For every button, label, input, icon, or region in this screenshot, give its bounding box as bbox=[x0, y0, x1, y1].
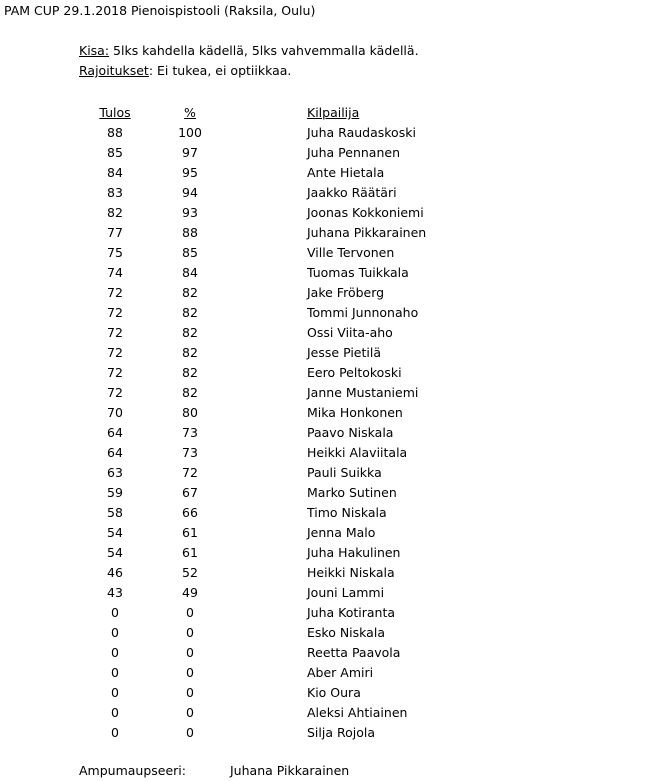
cell-percent: 82 bbox=[182, 325, 198, 340]
cell-percent: 0 bbox=[186, 685, 194, 700]
kisa-text: 5lks kahdella kädellä, 5lks vahvemmalla kädellä. bbox=[109, 43, 419, 58]
table-row bbox=[0, 243, 649, 263]
cell-percent: 94 bbox=[182, 185, 198, 200]
cell-tulos: 72 bbox=[107, 365, 123, 380]
cell-percent: 97 bbox=[182, 145, 198, 160]
cell-tulos: 0 bbox=[111, 725, 119, 740]
document-title: PAM CUP 29.1.2018 Pienoispistooli (Raksila, Oulu) bbox=[4, 3, 316, 18]
cell-kilpailija: Ville Tervonen bbox=[307, 245, 395, 260]
cell-tulos: 77 bbox=[107, 225, 123, 240]
cell-kilpailija: Jaakko Räätäri bbox=[307, 185, 397, 200]
table-row bbox=[0, 683, 649, 703]
cell-tulos: 43 bbox=[107, 585, 123, 600]
cell-percent: 82 bbox=[182, 385, 198, 400]
table-row bbox=[0, 583, 649, 603]
cell-tulos: 46 bbox=[107, 565, 123, 580]
cell-tulos: 82 bbox=[107, 205, 123, 220]
cell-percent: 49 bbox=[182, 585, 198, 600]
cell-percent: 82 bbox=[182, 345, 198, 360]
competition-info bbox=[79, 43, 419, 58]
cell-percent: 61 bbox=[182, 525, 198, 540]
cell-percent: 72 bbox=[182, 465, 198, 480]
table-row bbox=[0, 703, 649, 723]
cell-kilpailija: Tommi Junnonaho bbox=[307, 305, 419, 320]
table-row bbox=[0, 263, 649, 283]
cell-kilpailija: Esko Niskala bbox=[307, 625, 385, 640]
cell-percent: 66 bbox=[182, 505, 198, 520]
cell-percent: 93 bbox=[182, 205, 198, 220]
table-row bbox=[0, 223, 649, 243]
cell-tulos: 54 bbox=[107, 545, 123, 560]
cell-percent: 0 bbox=[186, 625, 194, 640]
cell-tulos: 0 bbox=[111, 705, 119, 720]
cell-kilpailija: Janne Mustaniemi bbox=[307, 385, 419, 400]
cell-percent: 88 bbox=[182, 225, 198, 240]
cell-tulos: 83 bbox=[107, 185, 123, 200]
cell-percent: 73 bbox=[182, 445, 198, 460]
table-row bbox=[0, 203, 649, 223]
cell-tulos: 64 bbox=[107, 445, 123, 460]
table-row bbox=[0, 303, 649, 323]
table-row bbox=[0, 343, 649, 363]
cell-tulos: 63 bbox=[107, 465, 123, 480]
cell-kilpailija: Heikki Alaviitala bbox=[307, 445, 408, 460]
rajoitukset-label: Rajoitukset bbox=[79, 63, 149, 78]
table-row bbox=[0, 623, 649, 643]
cell-kilpailija: Jouni Lammi bbox=[307, 585, 385, 600]
cell-kilpailija: Juha Hakulinen bbox=[307, 545, 401, 560]
cell-kilpailija: Juha Pennanen bbox=[307, 145, 400, 160]
header-tulos: Tulos bbox=[99, 105, 131, 120]
table-row bbox=[0, 123, 649, 143]
table-row bbox=[0, 363, 649, 383]
cell-kilpailija: Silja Rojola bbox=[307, 725, 376, 740]
cell-kilpailija: Pauli Suikka bbox=[307, 465, 382, 480]
cell-kilpailija: Aber Amiri bbox=[307, 665, 374, 680]
cell-tulos: 74 bbox=[107, 265, 123, 280]
cell-kilpailija: Timo Niskala bbox=[307, 505, 387, 520]
table-row bbox=[0, 663, 649, 683]
cell-percent: 0 bbox=[186, 725, 194, 740]
table-row bbox=[0, 323, 649, 343]
cell-tulos: 70 bbox=[107, 405, 123, 420]
cell-percent: 73 bbox=[182, 425, 198, 440]
cell-kilpailija: Heikki Niskala bbox=[307, 565, 395, 580]
cell-percent: 82 bbox=[182, 365, 198, 380]
table-row bbox=[0, 523, 649, 543]
cell-percent: 84 bbox=[182, 265, 198, 280]
cell-kilpailija: Ossi Viita-aho bbox=[307, 325, 393, 340]
cell-kilpailija: Kio Oura bbox=[307, 685, 361, 700]
cell-kilpailija: Juha Kotiranta bbox=[307, 605, 396, 620]
cell-kilpailija: Aleksi Ahtiainen bbox=[307, 705, 408, 720]
cell-tulos: 0 bbox=[111, 605, 119, 620]
cell-kilpailija: Paavo Niskala bbox=[307, 425, 394, 440]
cell-tulos: 72 bbox=[107, 325, 123, 340]
table-row bbox=[0, 563, 649, 583]
cell-tulos: 0 bbox=[111, 685, 119, 700]
cell-kilpailija: Juha Raudaskoski bbox=[307, 125, 416, 140]
cell-percent: 80 bbox=[182, 405, 198, 420]
cell-kilpailija: Eero Peltokoski bbox=[307, 365, 402, 380]
cell-tulos: 0 bbox=[111, 625, 119, 640]
cell-percent: 0 bbox=[186, 665, 194, 680]
kisa-label: Kisa: bbox=[79, 43, 110, 58]
table-row bbox=[0, 503, 649, 523]
cell-percent: 0 bbox=[186, 705, 194, 720]
restrictions-info bbox=[79, 63, 291, 78]
cell-percent: 95 bbox=[182, 165, 198, 180]
range-officer-label: Ampumaupseeri: bbox=[79, 763, 186, 778]
table-row bbox=[0, 403, 649, 423]
header-kilpailija: Kilpailija bbox=[307, 105, 360, 120]
range-officer-name: Juhana Pikkarainen bbox=[230, 763, 350, 778]
cell-tulos: 58 bbox=[107, 505, 123, 520]
cell-kilpailija: Tuomas Tuikkala bbox=[307, 265, 409, 280]
cell-tulos: 72 bbox=[107, 345, 123, 360]
table-row bbox=[0, 283, 649, 303]
table-row bbox=[0, 143, 649, 163]
table-row bbox=[0, 163, 649, 183]
table-row bbox=[0, 183, 649, 203]
cell-tulos: 0 bbox=[111, 645, 119, 660]
table-row bbox=[0, 383, 649, 403]
cell-tulos: 88 bbox=[107, 125, 123, 140]
table-row bbox=[0, 543, 649, 563]
cell-kilpailija: Reetta Paavola bbox=[307, 645, 401, 660]
cell-percent: 0 bbox=[186, 645, 194, 660]
table-row bbox=[0, 483, 649, 503]
cell-percent: 0 bbox=[186, 605, 194, 620]
cell-tulos: 54 bbox=[107, 525, 123, 540]
results-table bbox=[0, 103, 649, 743]
table-row bbox=[0, 723, 649, 743]
cell-tulos: 59 bbox=[107, 485, 123, 500]
cell-tulos: 64 bbox=[107, 425, 123, 440]
header-percent: % bbox=[184, 105, 196, 120]
cell-tulos: 72 bbox=[107, 305, 123, 320]
cell-tulos: 85 bbox=[107, 145, 123, 160]
cell-tulos: 72 bbox=[107, 285, 123, 300]
cell-percent: 61 bbox=[182, 545, 198, 560]
cell-tulos: 72 bbox=[107, 385, 123, 400]
cell-tulos: 75 bbox=[107, 245, 123, 260]
cell-tulos: 84 bbox=[107, 165, 123, 180]
cell-kilpailija: Ante Hietala bbox=[307, 165, 385, 180]
cell-percent: 82 bbox=[182, 305, 198, 320]
cell-kilpailija: Jenna Malo bbox=[307, 525, 376, 540]
table-row bbox=[0, 463, 649, 483]
cell-kilpailija: Mika Honkonen bbox=[307, 405, 403, 420]
cell-kilpailija: Marko Sutinen bbox=[307, 485, 397, 500]
table-row bbox=[0, 423, 649, 443]
cell-percent: 85 bbox=[182, 245, 198, 260]
cell-percent: 67 bbox=[182, 485, 198, 500]
cell-percent: 52 bbox=[182, 565, 198, 580]
table-header-row bbox=[0, 103, 649, 123]
cell-percent: 82 bbox=[182, 285, 198, 300]
table-row bbox=[0, 643, 649, 663]
table-row bbox=[0, 603, 649, 623]
cell-kilpailija: Jake Fröberg bbox=[307, 285, 385, 300]
cell-tulos: 0 bbox=[111, 665, 119, 680]
table-row bbox=[0, 443, 649, 463]
cell-percent: 100 bbox=[178, 125, 202, 140]
cell-kilpailija: Joonas Kokkoniemi bbox=[307, 205, 424, 220]
rajoitukset-text: : Ei tukea, ei optiikkaa. bbox=[148, 63, 292, 78]
cell-kilpailija: Juhana Pikkarainen bbox=[307, 225, 427, 240]
cell-kilpailija: Jesse Pietilä bbox=[307, 345, 381, 360]
